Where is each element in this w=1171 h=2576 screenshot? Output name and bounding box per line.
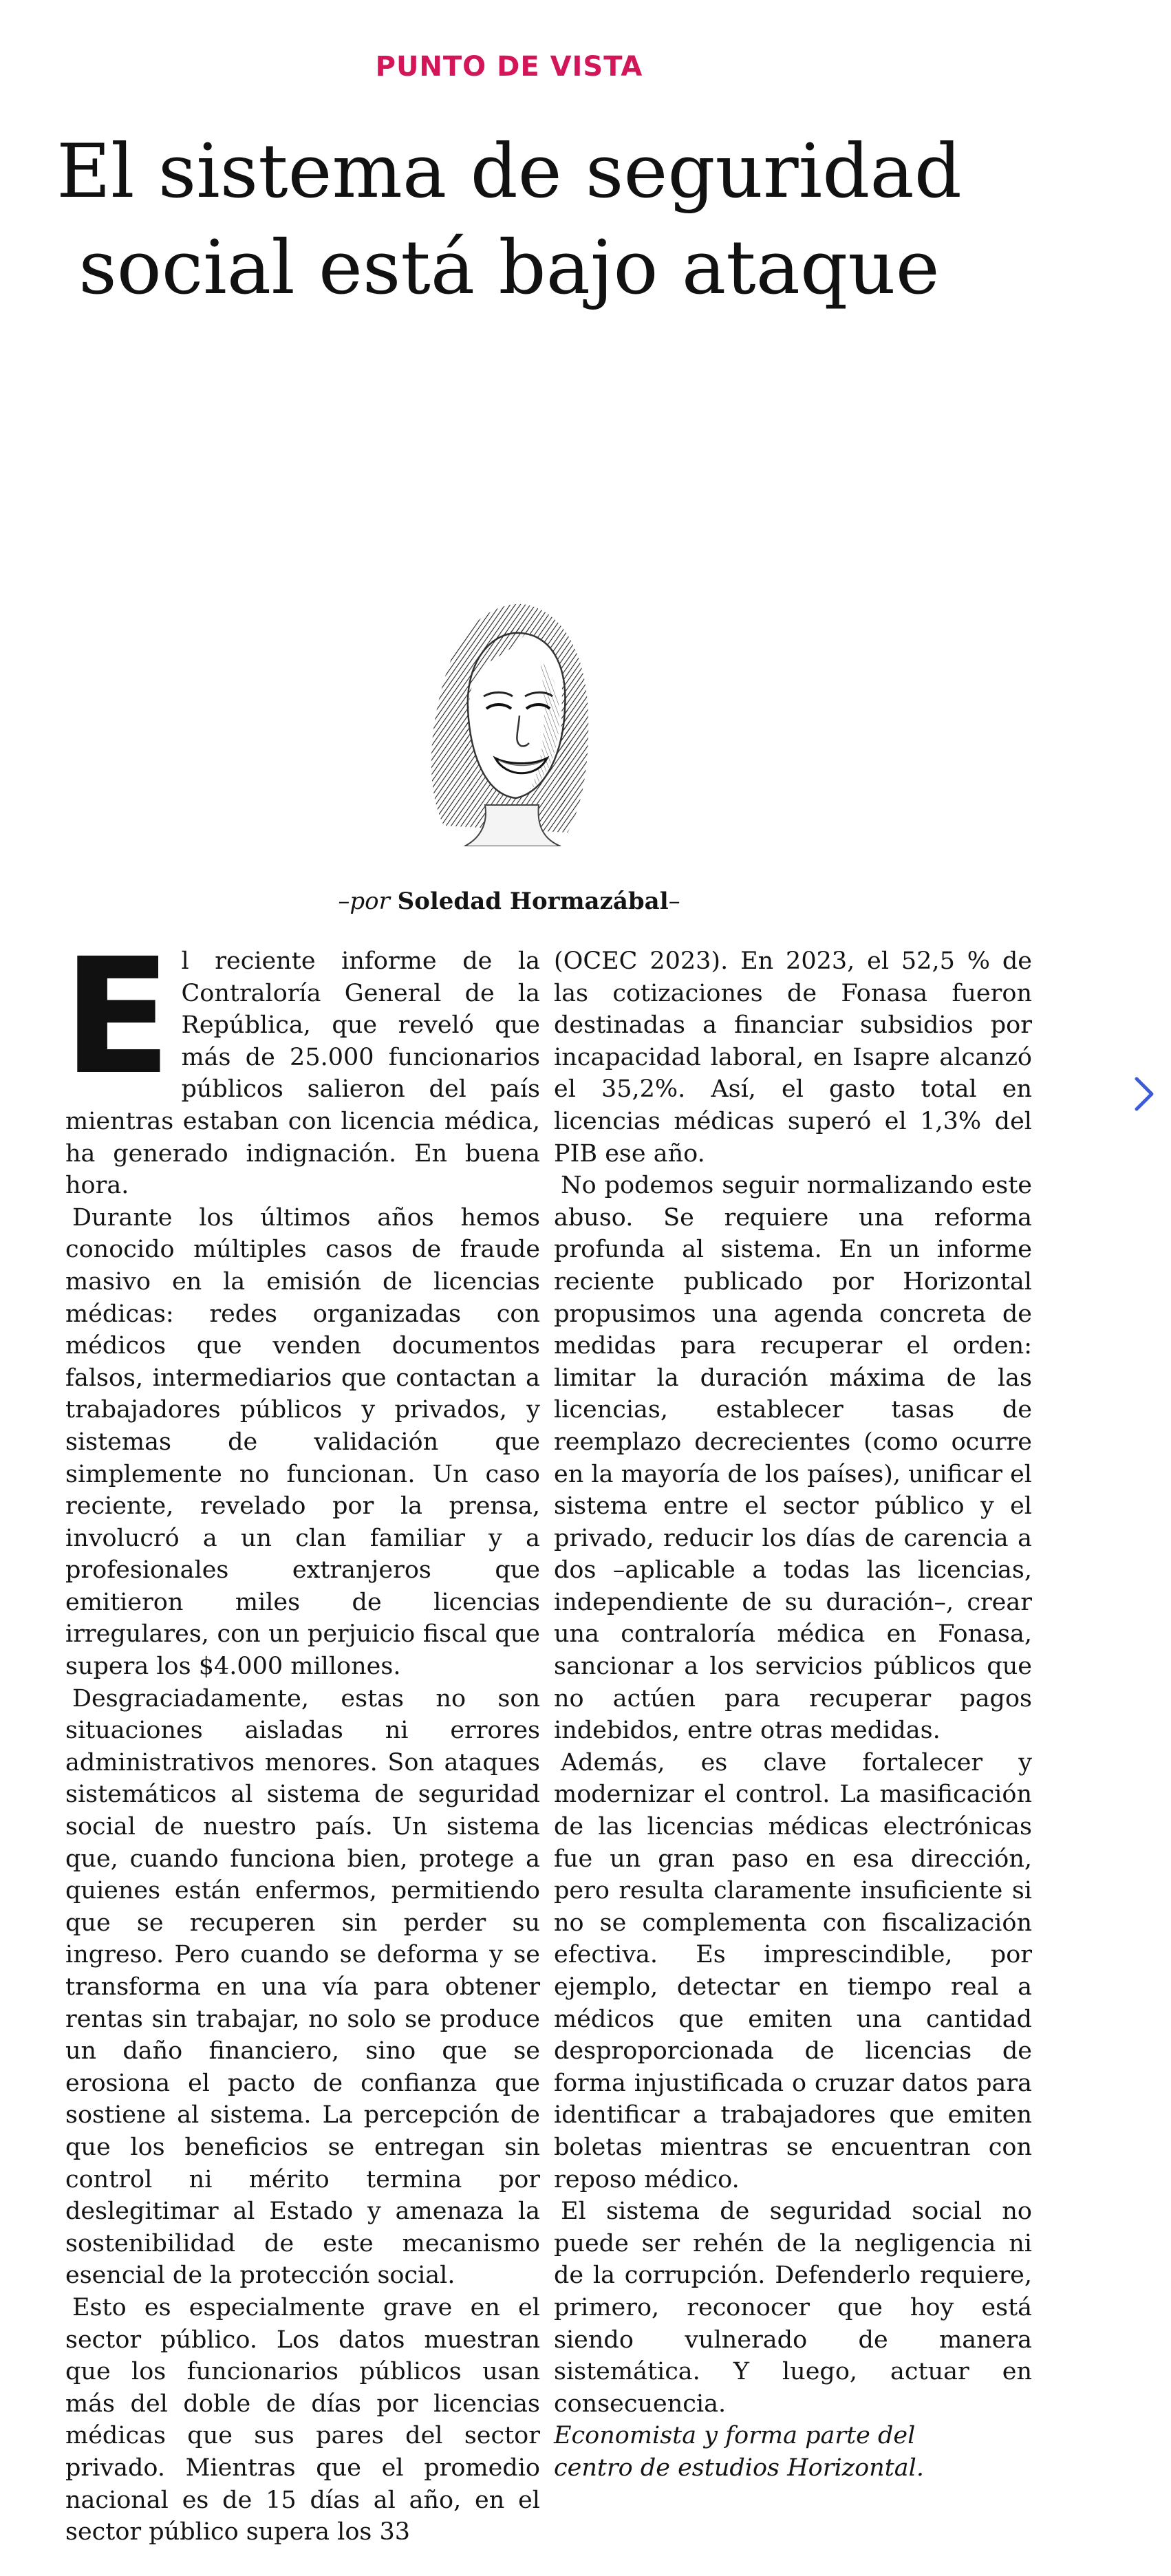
- paragraph-6: Además, es clave fortalecer y modernizar el control. La masificación de las licencias médicas electrónicas fue un gran paso en esa dirección, pero resulta claramente insuficiente si no se complementa con fiscalización efectiva. Es imprescindible, por ejemplo, detectar en tiempo real a médicos que emiten una cantidad desproporcionada de licencias de forma injustificada o cruzar datos para identificar a trabajadores que emiten boletas mientras se encuentran con reposo médico.: [554, 1748, 1032, 2193]
- author-portrait: [402, 578, 616, 846]
- article-column-left: [63, 924, 540, 2548]
- article-column-right: [554, 945, 1032, 2484]
- paragraph-4-start: Esto es especialmente grave en el sector público. Los datos muestran que los funcionarios públicos usan más del doble de días por licencias médicas que sus pares del sector privado. Mientras que el promedio nacional es de 15 días al año, en el sector público supera los 33: [65, 2293, 540, 2546]
- paragraph-1: [63, 924, 540, 1202]
- paragraph-2: Durante los últimos años hemos conocido múltiples casos de fraude masivo en la emisión de licencias médicas: redes organizadas con médicos que venden documentos falsos, intermediarios que contactan a trabajadores públicos y privados, y sistemas de validación que simplemente no funcionan. Un caso reciente, revelado por la prensa, involucró a un clan familiar y a profesionales extranjeros que emitieron miles de licencias irregulares, con un perjuicio fiscal que supera los $4.000 millones.: [65, 1203, 540, 1681]
- signature-line-2: centro de estudios Horizontal.: [554, 2454, 924, 2482]
- chevron-right-icon: [1132, 1075, 1156, 1113]
- paragraph-7: El sistema de seguridad social no puede ser rehén de la negligencia ni de la corrupción. Defenderlo requiere, primero, reconocer que hoy está siendo vulnerado de manera sistemática. Y luego, actuar en consecuencia.: [554, 2198, 1032, 2418]
- byline-dash-open: –: [338, 888, 350, 915]
- author-name: Soledad Hormazábal: [397, 888, 669, 915]
- paragraph-1-text: l reciente informe de la Contraloría General de la República, que reveló que más de 25.000 funcionarios públicos salieron del país mientras estaban con licencia médica, ha generado indignación. En buena hora.: [65, 947, 540, 1200]
- byline-prefix: por: [350, 888, 390, 915]
- next-page-button[interactable]: [1124, 1066, 1165, 1121]
- byline-dash-close: –: [668, 888, 680, 915]
- signature-line-1: Economista y forma parte del: [554, 2422, 916, 2450]
- section-label: PUNTO DE VISTA: [375, 51, 643, 83]
- author-signature: [554, 2420, 1032, 2484]
- drop-cap: E: [63, 924, 172, 1110]
- paragraph-3: Desgraciadamente, estas no son situaciones aisladas ni errores administrativos menores. Son ataques sistemáticos al sistema de seguridad social de nuestro país. Un sistema que, cuando funciona bien, protege a quienes están enfermos, permitiendo que se recuperen sin perder su ingreso. Pero cuando se deforma y se transforma en una vía para obtener rentas sin trabajar, no solo se produce un daño financiero, sino que se erosiona el pacto de confianza que sostiene al sistema. La percepción de que los beneficios se entregan sin control ni mérito termina por deslegitimar al Estado y amenaza la sostenibilidad de este mecanismo esencial de la protección social.: [65, 1684, 540, 2290]
- paragraph-5: No podemos seguir normalizando este abuso. Se requiere una reforma profunda al sistema. En un informe reciente publicado por Horizontal propusimos una agenda concreta de medidas para recuperar el orden: limitar la duración máxima de las licencias, establecer tasas de reemplazo decrecientes (como ocurre en la mayoría de los países), unificar el sistema entre el sector público y el privado, reducir los días de carencia a dos –aplicable a todas las licencias, independiente de su duración–, crear una contraloría médica en Fonasa, sancionar a los servicios públicos que no actúen para recuperar pagos indebidos, entre otras medidas.: [554, 1172, 1032, 1745]
- headline: El sistema de seguridad social está bajo ataque: [56, 129, 962, 311]
- byline: [0, 888, 1018, 915]
- paragraph-4-end: (OCEC 2023). En 2023, el 52,5 % de las cotizaciones de Fonasa fueron destinadas a financiar subsidios por incapacidad laboral, en Isapre alcanzó el 35,2%. Así, el gasto total en licencias médicas superó el 1,3% del PIB ese año.: [554, 947, 1032, 1168]
